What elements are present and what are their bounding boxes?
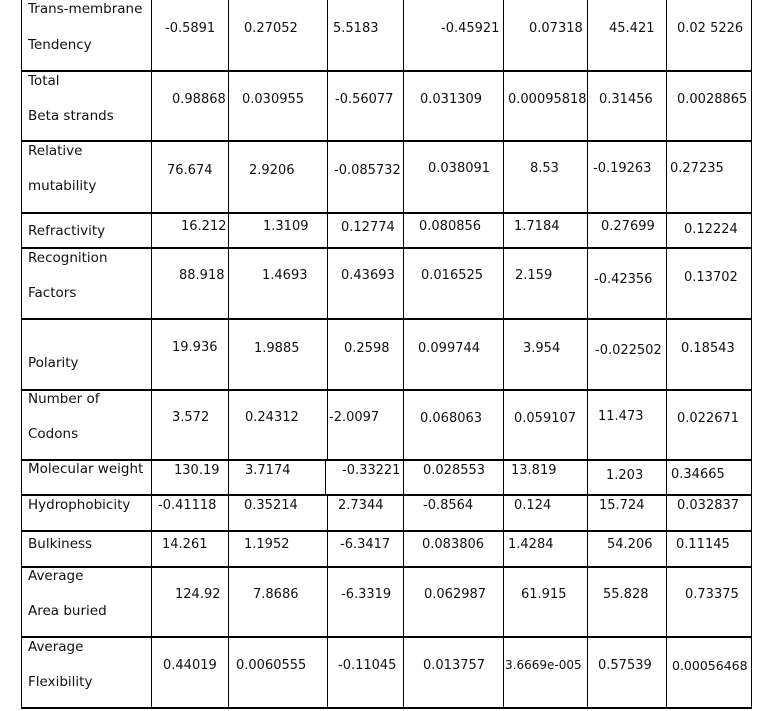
column-divider <box>751 0 752 708</box>
table-cell: 3.572 <box>172 410 210 425</box>
table-cell: 0.00056468 <box>672 658 748 673</box>
table-cell: 1.3109 <box>263 219 309 234</box>
table-cell: 0.062987 <box>424 587 487 602</box>
table-cell: 1.1952 <box>244 537 290 552</box>
column-divider <box>403 0 404 708</box>
column-divider <box>21 0 22 708</box>
column-divider <box>325 459 326 494</box>
row-label-line1: Bulkiness <box>28 536 93 552</box>
row-divider <box>21 530 752 532</box>
table-cell: 0.31456 <box>599 92 653 107</box>
table-cell: 0.080856 <box>419 219 482 234</box>
table-cell: -0.8564 <box>423 498 474 513</box>
table-cell: 14.261 <box>162 537 208 552</box>
table-cell: 0.12224 <box>684 222 738 237</box>
column-divider <box>327 0 328 459</box>
table-cell: 0.02 5226 <box>677 21 744 36</box>
column-divider <box>503 0 504 708</box>
table-cell: -0.085732 <box>334 163 401 178</box>
table-cell: 0.98868 <box>172 92 226 107</box>
table-cell: 19.936 <box>172 340 218 355</box>
row-label-line1: Refractivity <box>28 223 106 239</box>
row-divider <box>21 318 752 320</box>
row-label-line1: Average <box>28 568 84 584</box>
table-cell: 0.34665 <box>671 467 725 482</box>
column-divider <box>228 0 229 708</box>
table-cell: 2.7344 <box>338 498 384 513</box>
table-cell: -6.3319 <box>341 587 392 602</box>
table-cell: 0.031309 <box>420 92 483 107</box>
row-divider <box>21 636 752 638</box>
row-label-line2: Area buried <box>28 603 107 619</box>
column-divider <box>327 494 328 708</box>
table-cell: 0.124 <box>514 498 552 513</box>
row-divider <box>21 707 752 709</box>
table-cell: 0.068063 <box>420 411 483 426</box>
table-cell: 0.24312 <box>245 410 299 425</box>
table-cell: 1.4693 <box>262 268 308 283</box>
table-cell: -0.5891 <box>165 21 216 36</box>
table-cell: 76.674 <box>167 163 213 178</box>
table-cell: 0.18543 <box>681 341 735 356</box>
table-cell: 0.27235 <box>670 161 724 176</box>
row-label-line1: Average <box>28 639 84 655</box>
table-cell: 16.212 <box>181 219 227 234</box>
table-cell: 1.203 <box>606 468 644 483</box>
table-cell: 5.5183 <box>333 21 379 36</box>
table-cell: 13.819 <box>511 463 557 478</box>
row-divider <box>21 494 752 496</box>
table-cell: 0.022671 <box>677 411 740 426</box>
table-cell: -0.11045 <box>338 658 397 673</box>
table-cell: 3.7174 <box>245 463 291 478</box>
row-divider <box>21 247 752 249</box>
row-label-line2: Tendency <box>28 37 92 53</box>
table-cell: 0.43693 <box>341 268 395 283</box>
row-label-line1: Number of <box>28 391 100 407</box>
table-cell: 55.828 <box>603 587 649 602</box>
table-cell: -0.45921 <box>441 21 500 36</box>
column-divider <box>151 0 152 708</box>
table-cell: -0.42356 <box>594 272 653 287</box>
table-cell: 3.954 <box>523 341 561 356</box>
table-cell: 124.92 <box>175 587 221 602</box>
table-cell: 130.19 <box>174 463 220 478</box>
row-label-line2: mutability <box>28 178 97 194</box>
row-divider <box>21 70 752 72</box>
table-cell: -2.0097 <box>329 410 380 425</box>
row-label-line2: Factors <box>28 285 77 301</box>
table-cell: 0.038091 <box>428 161 491 176</box>
table-cell: -0.33221 <box>342 463 401 478</box>
table-cell: 7.8686 <box>253 587 299 602</box>
table-cell: 0.00095818 <box>508 92 587 107</box>
table-cell: 0.099744 <box>418 341 481 356</box>
table-cell: 0.27052 <box>244 21 298 36</box>
row-divider <box>21 212 752 214</box>
table-cell: 0.73375 <box>685 587 739 602</box>
table-cell: 0.0028865 <box>677 92 748 107</box>
row-divider <box>21 389 752 391</box>
table-cell: -0.41118 <box>158 498 217 513</box>
table-cell: 0.032837 <box>677 498 740 513</box>
column-divider <box>587 0 588 708</box>
row-label-line1: Recognition <box>28 250 108 266</box>
table-cell: 0.0060555 <box>236 658 307 673</box>
table-cell: 0.13702 <box>684 270 738 285</box>
table-cell: 88.918 <box>179 268 225 283</box>
table-cell: 1.7184 <box>514 219 560 234</box>
row-label-line1: Total <box>28 73 60 89</box>
column-divider <box>666 0 667 708</box>
table-cell: 0.27699 <box>601 219 655 234</box>
table-cell: 2.159 <box>515 268 553 283</box>
table-cell: 0.028553 <box>423 463 486 478</box>
table-cell: 0.016525 <box>421 268 484 283</box>
table-cell: -6.3417 <box>340 537 391 552</box>
row-label-line1: Hydrophobicity <box>28 497 131 513</box>
table-cell: 61.915 <box>521 587 567 602</box>
table-cell: 0.11145 <box>676 537 730 552</box>
row-label-line2: Codons <box>28 426 79 442</box>
table-cell: 0.12774 <box>341 220 395 235</box>
table-cell: 2.9206 <box>249 163 295 178</box>
table-cell: 0.57539 <box>598 658 652 673</box>
row-label-line1: Trans-membrane <box>28 1 143 17</box>
table-cell: -0.022502 <box>595 343 662 358</box>
table-cell: -0.56077 <box>335 92 394 107</box>
table-cell: 0.44019 <box>163 658 217 673</box>
row-divider <box>21 140 752 142</box>
row-label-line1: Molecular weight <box>28 461 144 477</box>
table-cell: 0.35214 <box>244 498 298 513</box>
row-label-line1: Relative <box>28 143 83 159</box>
table-cell: 0.059107 <box>514 411 577 426</box>
table-cell: 11.473 <box>598 409 644 424</box>
table-cell: 0.030955 <box>242 92 305 107</box>
table-cell: 54.206 <box>607 537 653 552</box>
table-cell: 0.013757 <box>423 658 486 673</box>
table-cell: 15.724 <box>599 498 645 513</box>
table-cell: -0.19263 <box>593 161 652 176</box>
row-divider <box>21 566 752 568</box>
table-cell: 0.2598 <box>344 341 390 356</box>
table-cell: 8.53 <box>530 161 559 176</box>
row-label-line1: Polarity <box>28 355 79 371</box>
table-cell: 1.4284 <box>508 537 554 552</box>
table-cell: 1.9885 <box>254 341 300 356</box>
table-cell: 45.421 <box>609 21 655 36</box>
table-cell: 0.083806 <box>422 537 485 552</box>
table-cell: 3.6669e-005 <box>505 658 582 672</box>
row-label-line2: Beta strands <box>28 108 114 124</box>
table-cell: 0.07318 <box>529 21 583 36</box>
row-label-line2: Flexibility <box>28 674 93 690</box>
